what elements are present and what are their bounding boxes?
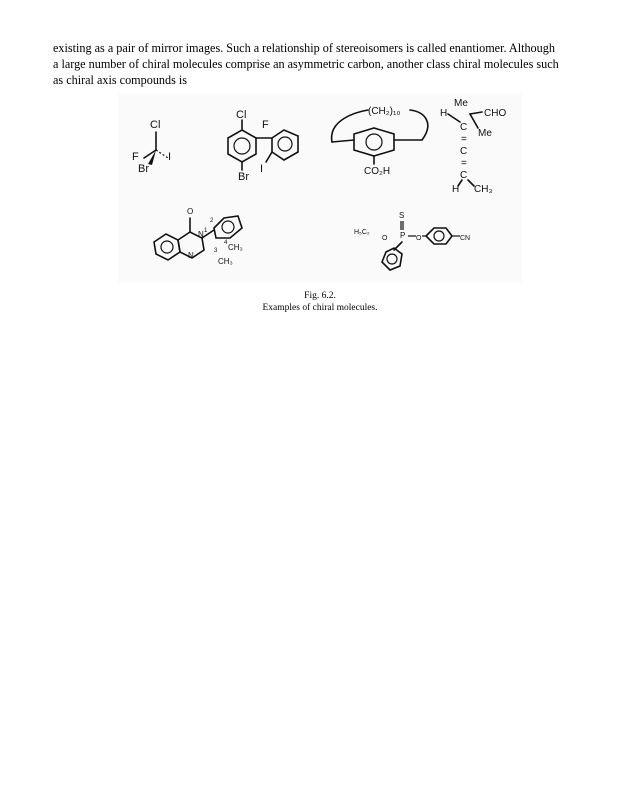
mol4-double-bond-2: = [461,158,467,169]
mol6-cn: CN [460,235,471,242]
body-line-3: as chiral axis compounds is [53,73,188,87]
mol5-o: O [187,207,194,216]
mol2-br: Br [238,171,249,183]
mol1-cl: Cl [150,119,161,131]
mol5-num1: 1 [204,228,208,234]
mol1-f: F [132,151,139,163]
mol5-num2: 2 [210,218,214,224]
mol3-bridge: (CH₂)₁₀ [368,106,401,117]
molecule-tetrahedral [132,119,171,175]
mol5-n3: N [188,251,194,260]
mol5-num3: 3 [214,248,218,254]
body-paragraph [53,40,593,88]
molecule-ansa [332,106,428,177]
mol4-double-bond-1: = [461,134,467,145]
mol4-me: Me [478,128,492,139]
mol4-ch3: CH₃ [474,184,493,195]
mol2-f: F [262,119,269,131]
mol1-br: Br [138,163,149,175]
mol5-ch3-a: CH₃ [228,243,243,252]
molecule-phosphonothioate [354,211,470,270]
mol5-n1: N [198,230,204,239]
figure-caption: Examples of chiral molecules. [262,303,378,313]
mol2-i: I [260,163,264,175]
figure-label: Fig. 6.2. [304,291,336,301]
mol5-ch3-b: CH₃ [218,257,233,266]
body-line-1: existing as a pair of mirror images. Such a relationship of stereoisomers is called enantiomer. Although [53,41,555,55]
body-line-2: a large number of chiral molecules comprise an asymmetric carbon, another class chiral molecules such [53,57,559,71]
mol6-p: P [400,231,406,240]
chiral-molecules-figure [118,94,522,282]
molecule-biphenyl [228,109,298,183]
mol4-c1: C [460,122,468,133]
mol6-o2: O [416,235,422,242]
mol4-h-bottom: H [452,184,460,195]
mol6-ethoxy: H₅C₂ [354,229,370,236]
molecule-quinazolinone [154,207,243,266]
mol4-cho: CHO [484,108,507,119]
mol6-s: S [399,211,405,220]
mol4-c2: C [460,146,468,157]
mol4-h-top: H [440,108,448,119]
mol3-co2h: CO₂H [364,166,391,177]
mol6-o1: O [382,235,388,242]
figure-drawing [118,94,522,282]
mol5-num4: 4 [224,240,228,246]
mol4-me-top: Me [454,98,468,109]
mol4-c3: C [460,170,468,181]
mol1-i: I [168,151,172,163]
mol2-cl: Cl [236,109,247,121]
molecule-allene [440,98,506,195]
